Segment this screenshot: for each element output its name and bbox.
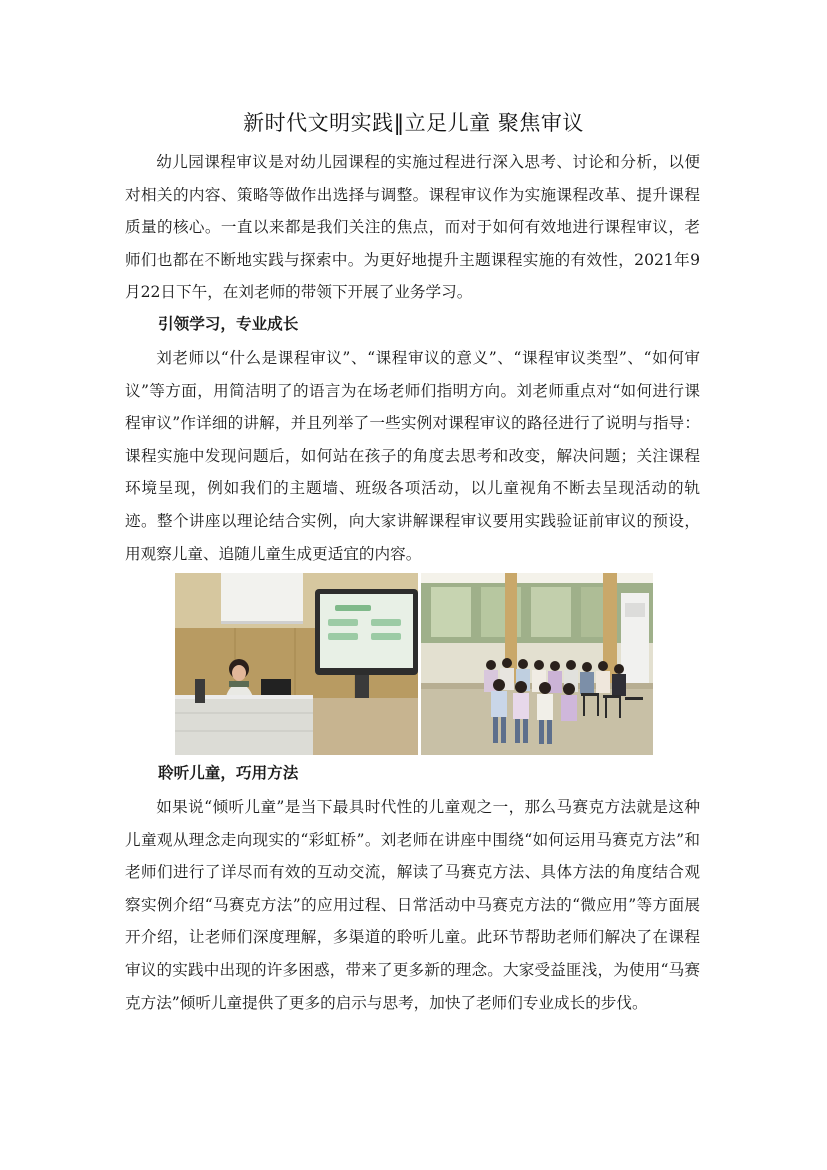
section-heading-1: 引领学习，专业成长 <box>158 315 299 333</box>
article-title: 新时代文明实践‖立足儿童 聚焦审议 <box>243 111 584 135</box>
photo-row <box>175 573 653 755</box>
lecture-photo <box>175 573 418 755</box>
paragraph-intro: 幼儿园课程审议是对幼儿园课程的实施过程进行深入思考、讨论和分析，以便对相关的内容、策略等做作出选择与调整。课程审议作为实施课程改革、提升课程质量的核心。一直以来都是我们关注的焦点，而对于如何有效地进行课程审议，老师们也都在不断地实践与探索中。为更好地提升主题课程实施的有效性，2021年9月22日下午，在刘老师的带领下开展了业务学习。 <box>125 153 700 302</box>
paragraph-lecture: 刘老师以“什么是课程审议”、“课程审议的意义”、“课程审议类型”、“如何审议”等方面，用简洁明了的语言为在场老师们指明方向。刘老师重点对“如何进行课程审议”作详细的讲解，并且列举了一些实例对课程审议的路径进行了说明与指导：课程实施中发现问题后，如何站在孩子的角度去思考和改变，解决问题；关注课程环境呈现，例如我们的主题墙、班级各项活动，以儿童视角不断去呈现活动的轨迹。整个讲座以理论结合实例，向大家讲解课程审议要用实践验证前审议的预设，用观察儿童、追随儿童生成更适宜的内容。 <box>125 349 700 563</box>
section-heading-2: 聆听儿童，巧用方法 <box>158 764 299 782</box>
paragraph-mosaic: 如果说“倾听儿童”是当下最具时代性的儿童观之一，那么马赛克方法就是这种儿童观从理念走向现实的“彩虹桥”。刘老师在讲座中围绕“如何运用马赛克方法”和老师们进行了详尽而有效的互动交流，解读了马赛克方法、具体方法的角度结合观察实例介绍“马赛克方法”的应用过程、日常活动中马赛克方法的“微应用”等方面展开介绍，让老师们深度理解，多渠道的聆听儿童。此环节帮助老师们解决了在课程审议的实践中出现的许多困惑，带来了更多新的理念。大家受益匪浅，为使用“马赛克方法”倾听儿童提供了更多的启示与思考，加快了老师们专业成长的步伐。 <box>125 798 700 1012</box>
audience-photo <box>421 573 653 755</box>
